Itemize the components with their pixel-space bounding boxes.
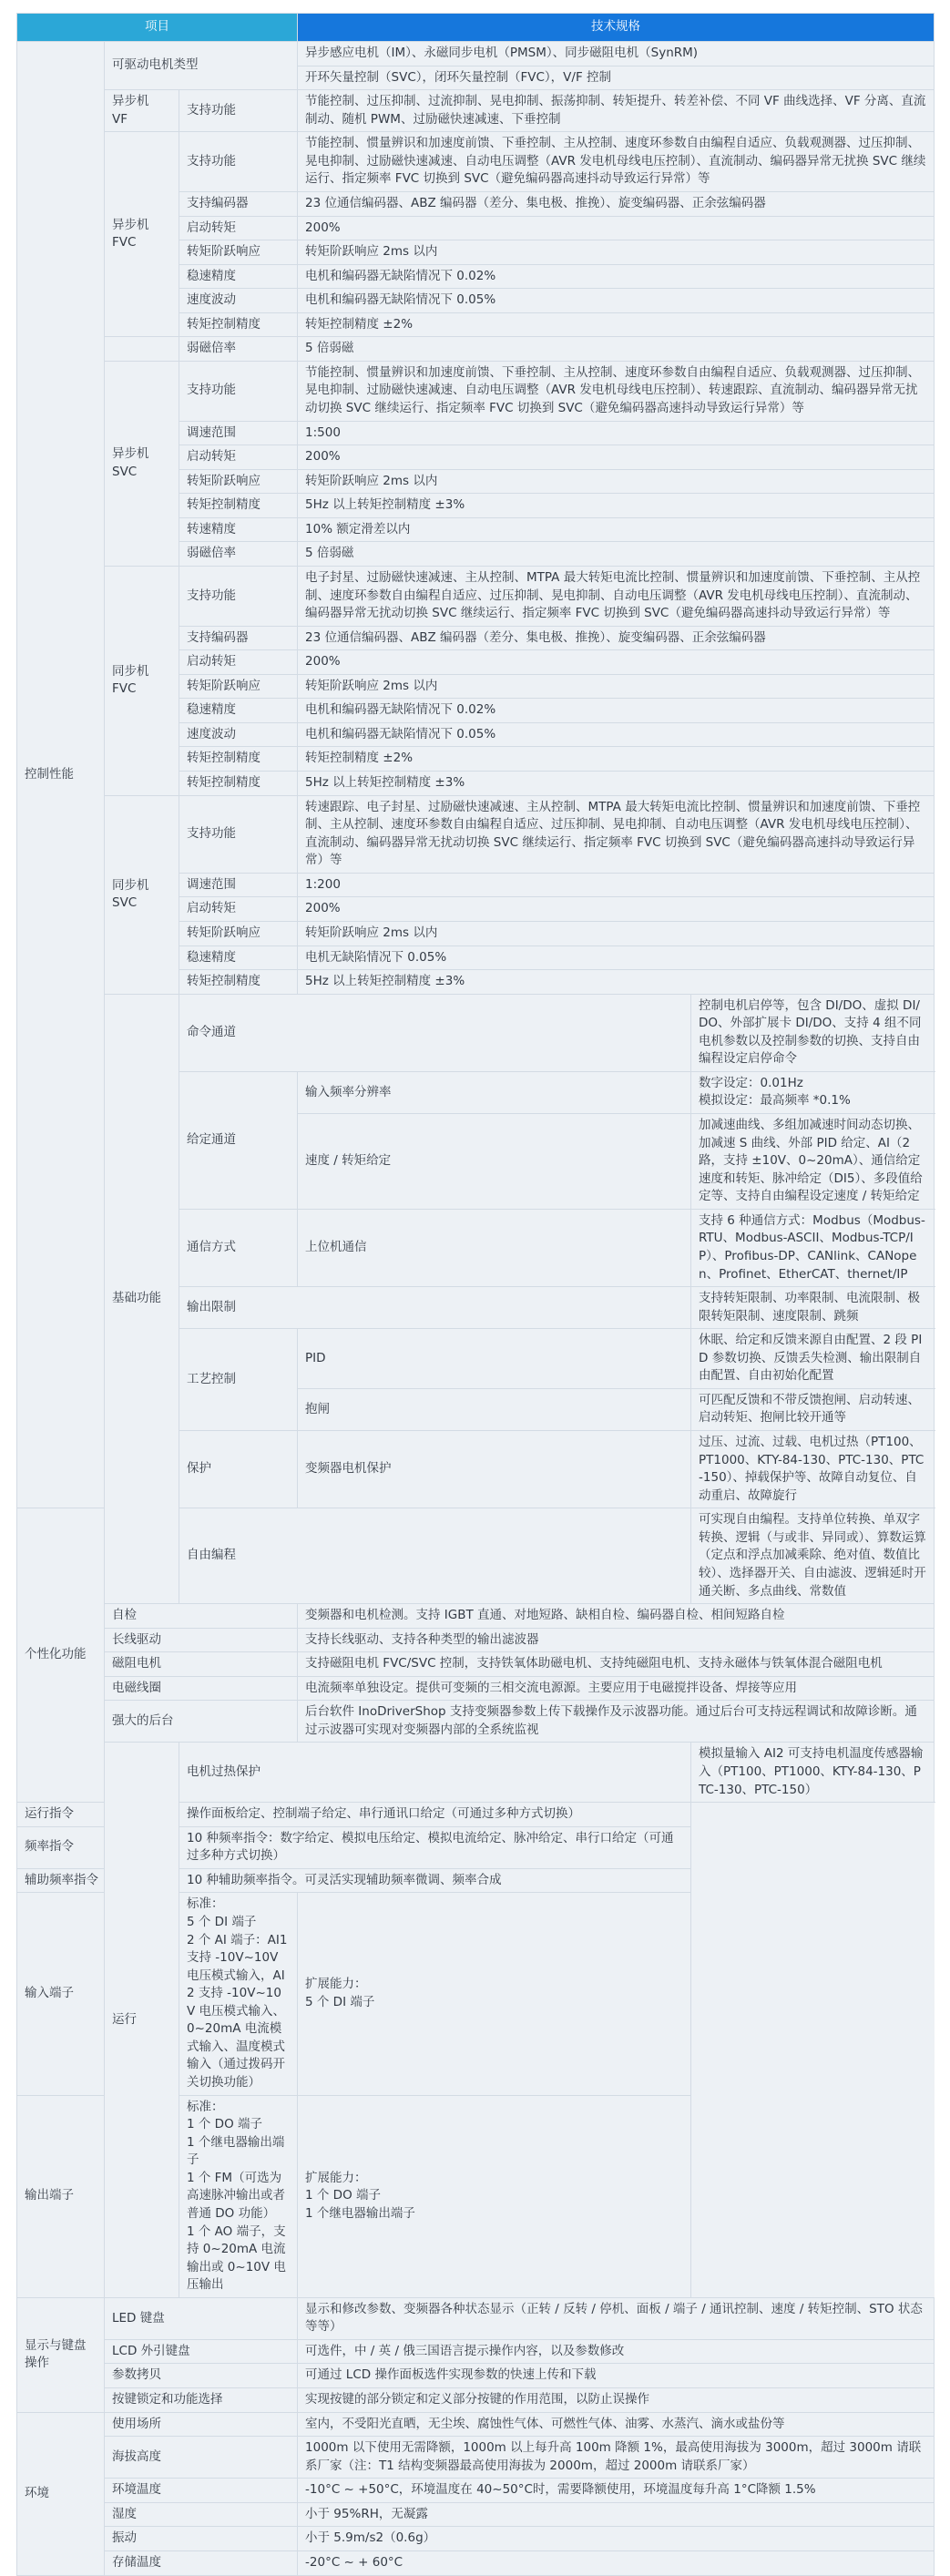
label-cell: 振动 (105, 2527, 298, 2551)
value-cell: 电机无缺陷情况下 0.05% (298, 946, 935, 970)
label-cell: 速度波动 (179, 722, 298, 747)
label-cell: 速度波动 (179, 289, 298, 313)
spec-row (17, 795, 935, 873)
spec-row (17, 1803, 935, 1827)
label-cell: 支持编码器 (179, 191, 298, 216)
cell-text: 标准： 5 个 DI 端子 2 个 AI 端子：AI1 支持 -10V~10V 电压模式输入，AI2 支持 -10V~10V 电压模式输入、0~20mA 电流模式输入、温度模式输入（通过拨码开关切换功能） (187, 1896, 288, 2090)
label-cell: 稳速精度 (179, 699, 298, 723)
value-cell: 电流频率单独设定。提供可变频的三相交流电源源。主要应用于电磁搅拌设备、焊接等应用 (298, 1676, 935, 1701)
label-cell: 转矩控制精度 (179, 747, 298, 772)
label-cell: 可驱动电机类型 (105, 42, 298, 90)
value-cell: 开环矢量控制（SVC），闭环矢量控制（FVC），V/F 控制 (298, 66, 935, 90)
subcategory-cell (105, 566, 179, 795)
subcategory-cell (105, 132, 179, 337)
extension-cell (298, 2095, 691, 2297)
label-cell: 启动转矩 (179, 445, 298, 470)
label-cell: 电磁线圈 (105, 1676, 298, 1701)
subcategory-cell (105, 795, 179, 994)
spec-row (17, 90, 935, 132)
label-cell: 存储温度 (105, 2550, 298, 2575)
label-cell: 海拔高度 (105, 2437, 298, 2479)
value-cell: 电机和编码器无缺陷情况下 0.05% (298, 722, 935, 747)
value-cell: 电机和编码器无缺陷情况下 0.02% (298, 699, 935, 723)
label-cell: 启动转矩 (179, 216, 298, 240)
label-cell: 输出端子 (17, 2095, 179, 2297)
value-cell: 转矩阶跃响应 2ms 以内 (298, 921, 935, 946)
category-cell: 控制性能 (17, 42, 105, 1508)
label-cell: 转矩阶跃响应 (179, 674, 298, 699)
subcategory-cell (105, 361, 179, 566)
value-cell: 5Hz 以上转矩控制精度 ±3% (298, 970, 935, 995)
label-cell: 辅助频率指令 (17, 1868, 179, 1893)
spec-row (17, 2388, 935, 2413)
spec-row (17, 337, 935, 362)
category-cell: 环境 (17, 2412, 105, 2575)
label-cell: 电机过热保护 (179, 1743, 691, 1803)
value-cell: 转矩阶跃响应 2ms 以内 (298, 469, 935, 494)
value-cell: 后台软件 InoDriverShop 支持变频器参数上传下载操作及示波器功能。通过后台可支持远程调试和故障诊断。通过示波器可实现对变频器内部的全系统监视 (298, 1701, 935, 1743)
category-cell: 个性化功能 (17, 1508, 105, 1803)
spec-row (17, 1604, 935, 1629)
value-cell: 加减速曲线、多组加减速时间动态切换、加减速 S 曲线、外部 PID 给定、AI（2 路，支持 ±10V、0~20mA）、通信给定速度和转矩、脉冲给定（DI5）、多段值给定等、支持自由编程设定速度 / 转矩给定 (691, 1114, 935, 1210)
category-cell: 基础功能 (105, 994, 179, 1603)
label-cell: 支持功能 (179, 132, 298, 192)
category-cell: 运行 (105, 1743, 179, 2297)
value-cell: 休眠、给定和反馈来源自由配置、2 段 PID 参数切换、反馈丢失检测、输出限制自由配置、自由初始化配置 (691, 1329, 935, 1389)
value-cell: 5 倍弱磁 (298, 337, 935, 362)
subcategory-cell (105, 90, 179, 132)
value-cell: 支持磁阻电机 FVC/SVC 控制，支持铁氧体助磁电机、支持纯磁阻电机、支持永磁体与铁氧体混合磁阻电机 (298, 1652, 935, 1677)
value-cell: 10 种辅助频率指令。可灵活实现辅助频率微调、频率合成 (179, 1868, 691, 1893)
value-cell: 转矩控制精度 ±2% (298, 747, 935, 772)
value-cell: 转速跟踪、电子封星、过励磁快速减速、主从控制、MTPA 最大转矩电流比控制、惯量辨识和加速度前馈、下垂控制、主从控制、速度环参数自由编程自适应、过压抑制、晃电抑制、自动电压调整（AVR 发电机母线电压控制）、直流制动、编码器异常无扰动切换 SVC 继续运行、指定频率 FVC 切换到 SVC（避免编码器高速抖动导致运行异常）等 (298, 795, 935, 873)
label-cell: 转矩控制精度 (179, 772, 298, 796)
cell-text: 异步机 VF (112, 94, 149, 127)
value-cell: 小于 5.9m/s2（0.6g） (298, 2527, 935, 2551)
label-cell: 命令通道 (179, 994, 691, 1071)
spec-table (16, 13, 935, 2576)
label-cell: 按键锁定和功能选择 (105, 2388, 298, 2413)
cell-text: 同步机 SVC (112, 877, 149, 911)
label-cell: 输出限制 (179, 1287, 691, 1329)
label-cell: 支持功能 (179, 361, 298, 421)
label-cell: 频率指令 (17, 1826, 179, 1868)
value-cell (691, 1071, 935, 1113)
label-cell: 启动转矩 (179, 897, 298, 922)
label-cell: 参数拷贝 (105, 2364, 298, 2388)
label-cell: 上位机通信 (298, 1209, 691, 1286)
value-cell: 节能控制、惯量辨识和加速度前馈、下垂控制、主从控制、速度环参数自由编程自适应、负载观测器、过压抑制、晃电抑制、过励磁快速减速、自动电压调整（AVR 发电机母线电压控制）、转速跟踪、直流制动、编码器异常无扰动切换 SVC 继续运行、指定频率 FVC 切换到 SVC（避免编码器高速抖动导致运行异常）等 (298, 361, 935, 421)
value-cell: 小于 95%RH，无凝露 (298, 2502, 935, 2527)
spec-row (17, 1628, 935, 1652)
cell-text: 数字设定：0.01Hz 模拟设定：最高频率 *0.1% (699, 1075, 851, 1109)
subcategory-cell: 通信方式 (179, 1209, 298, 1286)
label-cell: 稳速精度 (179, 946, 298, 970)
label-cell: 支持功能 (179, 566, 298, 626)
label-cell: 抱闸 (298, 1388, 691, 1430)
spec-row (17, 2297, 935, 2339)
subcategory-cell: 保护 (179, 1431, 298, 1508)
value-cell: 200% (298, 216, 935, 240)
value-cell: 10 种频率指令：数字给定、模拟电压给定、模拟电流给定、脉冲给定、串行口给定（可通过多种方式切换） (179, 1826, 691, 1868)
value-cell: 200% (298, 445, 935, 470)
value-cell: 200% (298, 897, 935, 922)
cell-text: 扩展能力： 5 个 DI 端子 (305, 1977, 375, 2009)
category-cell: 显示与键盘操作 (17, 2297, 105, 2412)
value-cell: 5 倍弱磁 (298, 542, 935, 567)
value-cell: 可选件，中 / 英 / 俄三国语言提示操作内容，以及参数修改 (298, 2339, 935, 2364)
spec-table-wrapper (16, 13, 934, 2576)
spec-table-body (17, 42, 935, 2576)
spec-row (17, 1893, 935, 2095)
label-cell: 转矩阶跃响应 (179, 240, 298, 265)
label-cell: LCD 外引键盘 (105, 2339, 298, 2364)
value-cell: 电机和编码器无缺陷情况下 0.05% (298, 289, 935, 313)
label-cell: 弱磁倍率 (179, 542, 298, 567)
value-cell: 操作面板给定、控制端子给定、串行通讯口给定（可通过多种方式切换） (179, 1803, 691, 1827)
value-cell: 过压、过流、过载、电机过热（PT100、PT1000、KTY-84-130、PTC-130、PTC-150）、掉载保护等、故障自动复位、自动重启、故障旋行 (691, 1431, 935, 1508)
spec-row (17, 1868, 935, 1893)
label-cell: 支持编码器 (179, 626, 298, 650)
subcategory-cell: 工艺控制 (179, 1329, 298, 1431)
spec-row (17, 1743, 935, 1803)
label-cell: LED 键盘 (105, 2297, 298, 2339)
spec-row (17, 2479, 935, 2503)
label-cell: 速度 / 转矩给定 (298, 1114, 691, 1210)
header-item: 项目 (17, 14, 298, 42)
label-cell: 自由编程 (179, 1508, 691, 1604)
label-cell: 转矩控制精度 (179, 312, 298, 337)
header-spec: 技术规格 (298, 14, 935, 42)
label-cell: 输入端子 (17, 1893, 179, 2095)
label-cell: 转矩控制精度 (179, 970, 298, 995)
label-cell: 磁阻电机 (105, 1652, 298, 1677)
value-cell: 5Hz 以上转矩控制精度 ±3% (298, 494, 935, 518)
label-cell: 强大的后台 (105, 1701, 298, 1743)
value-cell: 1000m 以下使用无需降额，1000m 以上每升高 100m 降额 1%，最高使用海拔为 3000m，超过 3000m 请联系厂家（注：T1 结构变频器最高使用海拔为 2000m，超过 2000m 请联系厂家） (298, 2437, 935, 2479)
label-cell: 调速范围 (179, 873, 298, 897)
label-cell: 启动转矩 (179, 650, 298, 675)
value-cell: -20°C ~ + 60°C (298, 2550, 935, 2575)
value-cell: 1:200 (298, 873, 935, 897)
label-cell: 自检 (105, 1604, 298, 1629)
value-cell: -10°C ~ +50°C，环境温度在 40~50°C时，需要降额使用，环境温度每升高 1°C降额 1.5% (298, 2479, 935, 2503)
value-cell: 23 位通信编码器、ABZ 编码器（差分、集电极、推挽）、旋变编码器、正余弦编码器 (298, 191, 935, 216)
label-cell: 调速范围 (179, 421, 298, 445)
label-cell: 变频器电机保护 (298, 1431, 691, 1508)
label-cell: 转矩控制精度 (179, 494, 298, 518)
value-cell: 转矩阶跃响应 2ms 以内 (298, 240, 935, 265)
label-cell: 长线驱动 (105, 1628, 298, 1652)
value-cell: 电子封星、过励磁快速减速、主从控制、MTPA 最大转矩电流比控制、惯量辨识和加速度前馈、下垂控制、主从控制、速度环参数自由编程自适应、过压抑制、晃电抑制、自动电压调整（AVR 发电机母线电压控制）、直流制动、编码器异常无扰动切换 SVC 继续运行、指定频率 FVC 切换到 SVC（避免编码器高速抖动导致运行异常）等 (298, 566, 935, 626)
label-cell: 输入频率分辨率 (298, 1071, 691, 1113)
value-cell: 节能控制、过压抑制、过流抑制、晃电抑制、振荡抑制、转矩提升、转差补偿、不同 VF 曲线选择、VF 分离、直流制动、随机 PWM、过励磁快速减速、下垂控制 (298, 90, 935, 132)
value-cell: 模拟量输入 AI2 可支持电机温度传感器输入（PT100、PT1000、KTY-84-130、PTC-130、PTC-150） (691, 1743, 935, 1803)
spec-row (17, 2412, 935, 2437)
value-cell: 支持长线驱动、支持各种类型的输出滤波器 (298, 1628, 935, 1652)
spec-row (17, 2095, 935, 2297)
value-cell: 23 位通信编码器、ABZ 编码器（差分、集电极、推挽）、旋变编码器、正余弦编码器 (298, 626, 935, 650)
label-cell: 支持功能 (179, 90, 298, 132)
label-cell: 转矩阶跃响应 (179, 921, 298, 946)
value-cell: 转矩阶跃响应 2ms 以内 (298, 674, 935, 699)
spec-row (17, 2502, 935, 2527)
value-cell: 节能控制、惯量辨识和加速度前馈、下垂控制、主从控制、速度环参数自由编程自适应、负载观测器、过压抑制、晃电抑制、过励磁快速减速、自动电压调整（AVR 发电机母线电压控制）、直流制动、编码器异常无扰换 SVC 继续运行、指定频率 FVC 切换到 SVC（避免编码器高速抖动导致运行异常）等 (298, 132, 935, 192)
value-cell: 转矩控制精度 ±2% (298, 312, 935, 337)
value-cell: 室内，不受阳光直晒，无尘埃、腐蚀性气体、可燃性气体、油雾、水蒸汽、滴水或盐份等 (298, 2412, 935, 2437)
spec-row (17, 2339, 935, 2364)
label-cell: 转矩阶跃响应 (179, 469, 298, 494)
spec-row (17, 1701, 935, 1743)
spec-row (17, 361, 935, 421)
spec-row (17, 2527, 935, 2551)
value-cell: 变频器和电机检测。支持 IGBT 直通、对地短路、缺相自检、编码器自检、相间短路自检 (298, 1604, 935, 1629)
value-cell (179, 2095, 298, 2297)
value-cell: 1:500 (298, 421, 935, 445)
label-cell: 转速精度 (179, 517, 298, 542)
label-cell: 运行指令 (17, 1803, 179, 1827)
value-cell: 200% (298, 650, 935, 675)
label-cell: PID (298, 1329, 691, 1389)
value-cell: 可通过 LCD 操作面板选件实现参数的快速上传和下载 (298, 2364, 935, 2388)
spec-row (17, 566, 935, 626)
value-cell: 10% 额定滑差以内 (298, 517, 935, 542)
value-cell: 支持转矩限制、功率限制、电流限制、极限转矩限制、速度限制、跳频 (691, 1287, 935, 1329)
label-cell: 环境温度 (105, 2479, 298, 2503)
label-cell: 稳速精度 (179, 264, 298, 289)
label-cell: 湿度 (105, 2502, 298, 2527)
label-cell: 使用场所 (105, 2412, 298, 2437)
value-cell: 异步感应电机（IM）、永磁同步电机（PMSM）、同步磁阻电机（SynRM) (298, 42, 935, 66)
cell-text: 同步机 FVC (112, 663, 149, 697)
header-row (17, 14, 935, 42)
spec-row (17, 1676, 935, 1701)
value-cell: 可匹配反馈和不带反馈抱闸、启动转速、启动转矩、抱闸比较开通等 (691, 1388, 935, 1430)
subcategory-cell: 给定通道 (179, 1071, 298, 1209)
spec-row (17, 42, 935, 66)
spec-row (17, 2550, 935, 2575)
value-cell: 显示和修改参数、变频器各种状态显示（正转 / 反转 / 停机、面板 / 端子 / 通讯控制、速度 / 转矩控制、STO 状态等等） (298, 2297, 935, 2339)
cell-text: 扩展能力： 1 个 DO 端子 1 个继电器输出端子 (305, 2170, 415, 2221)
label-cell: 弱磁倍率 (179, 337, 298, 362)
label-cell: 支持功能 (179, 795, 298, 873)
cell-text: 异步机 SVC (112, 446, 149, 479)
spec-row (17, 132, 935, 192)
value-cell: 控制电机启停等，包含 DI/DO、虚拟 DI/DO、外部扩展卡 DI/DO、支持 4 组不同电机参数以及控制参数的切换、支持自由编程设定启停命令 (691, 994, 935, 1071)
cell-text: 标准： 1 个 DO 端子 1 个继电器输出端子 1 个 FM（可选为高速脉冲输出或者普通 DO 功能） 1 个 AO 端子，支持 0~20mA 电流输出或 0~10V 电压输出 (187, 2099, 286, 2293)
spec-row (17, 994, 935, 1071)
cell-text: 异步机 FVC (112, 217, 149, 250)
value-cell: 5Hz 以上转矩控制精度 ±3% (298, 772, 935, 796)
spec-row (17, 1652, 935, 1677)
value-cell (179, 1893, 298, 2095)
extension-cell (298, 1893, 691, 2095)
spec-row (17, 2437, 935, 2479)
subcategory-cell (105, 337, 179, 362)
value-cell: 支持 6 种通信方式：Modbus（Modbus-RTU、Modbus-ASCII、Modbus-TCP/IP）、Profibus-DP、CANlink、CANopen、Profinet、EtherCAT、thernet/IP (691, 1209, 935, 1286)
value-cell: 电机和编码器无缺陷情况下 0.02% (298, 264, 935, 289)
value-cell: 实现按键的部分锁定和定义部分按键的作用范围，以防止误操作 (298, 2388, 935, 2413)
spec-row (17, 1826, 935, 1868)
value-cell: 可实现自由编程。支持单位转换、单双字转换、逻辑（与或非、异同或）、算数运算（定点和浮点加减乘除、绝对值、数值比较）、选择器开关、自由滤波、逻辑延时开通关断、多点曲线、常数值 (691, 1508, 935, 1604)
spec-row (17, 2364, 935, 2388)
